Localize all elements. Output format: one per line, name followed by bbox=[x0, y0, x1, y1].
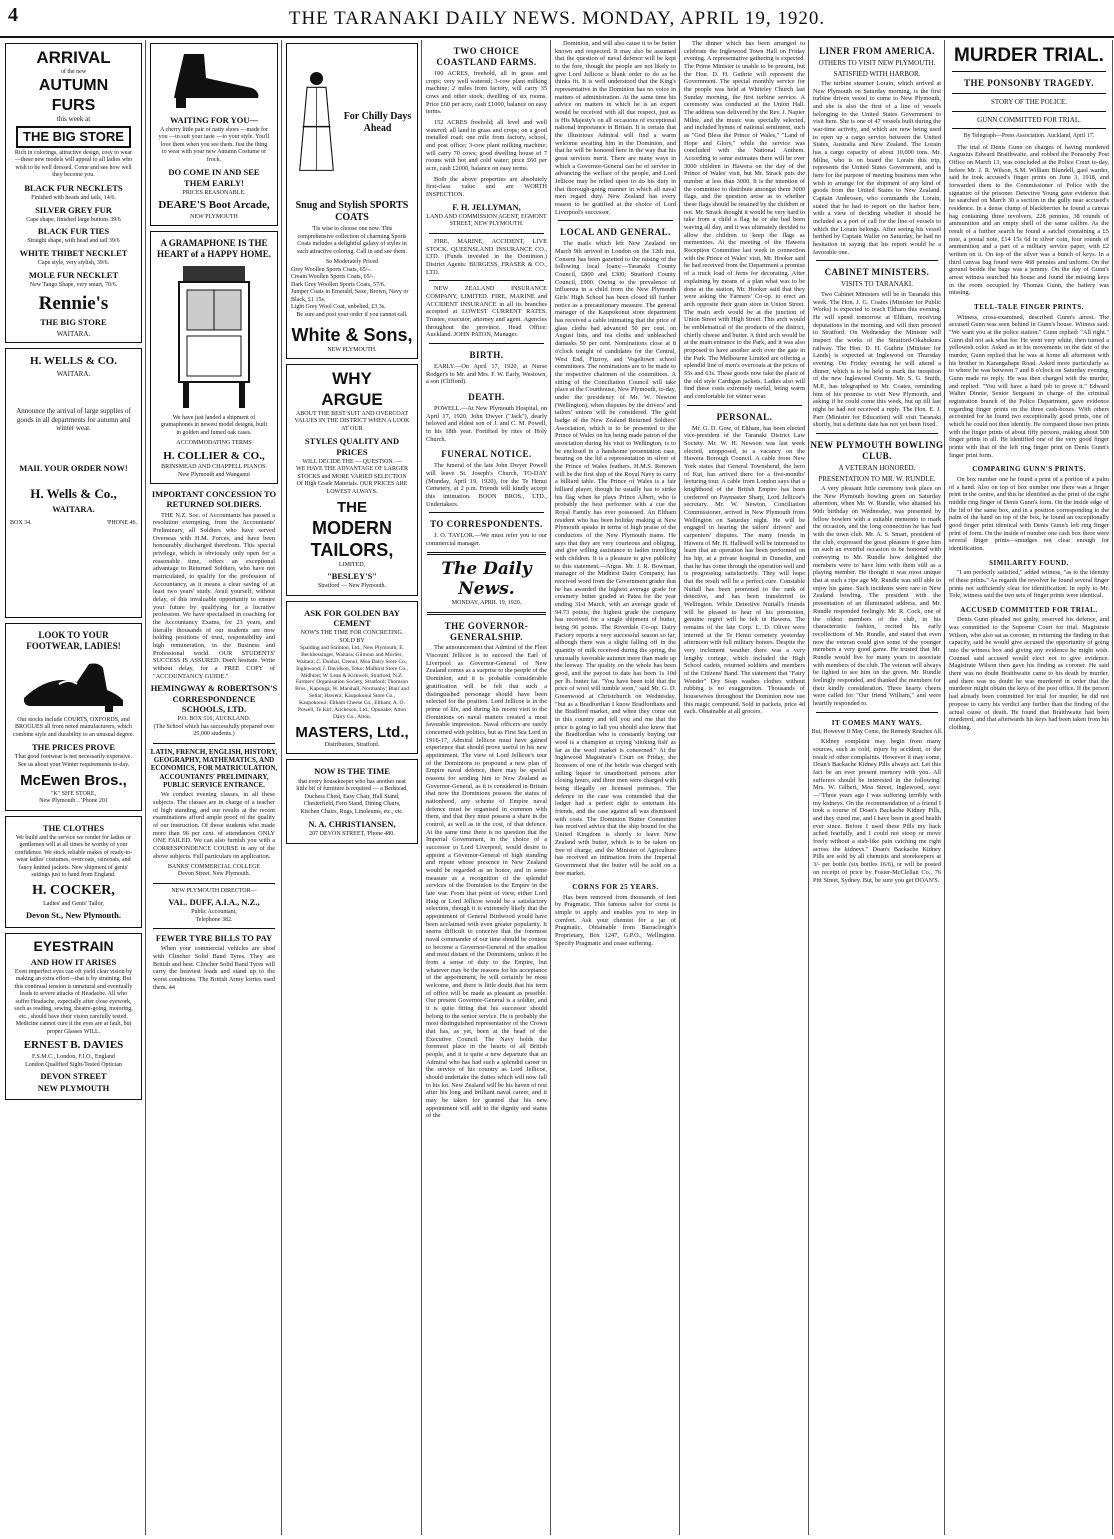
deare-ad bbox=[150, 43, 278, 226]
murder-body2: Witness, cross-examined, described Gunn's arrest. The accused Gunn was seen behind in Gunn's house. Witness said: "We want you at the police station." Gunn replied: "All right." Gunn did not ask what for. He went very white, then turned a yellowish color. Asked as to his movements on the date of the murder, Gunn replied that he was at home all afternoon with his brother in Karangahape Road. Asked more particularly as to where he was between 7 and 8 o'clock on Saturday evening, Gunn made no reply. He was then charged with the murder, and replied: "You will have a hard job to prove it." Edward Walter Dinnie, Senior Sergeant in charge of the criminal registration branch of the Police Department, gave evidence regarding finger prints on the three cash-boxes. With others accounted for he found two exceptionally good prints, one of which he could not then identify. He compared those two prints with the finger prints of about fifty persons, making about 500 finger prints in all. He identified one of the very good finger prints with that of the left ring finger print on Denis Gunn's finger print form. bbox=[949, 313, 1109, 459]
christiansen-addr: 207 DEVON STREET, 'Phone 480. bbox=[309, 831, 395, 838]
banks-body: We conduct evening classes, in all these subjects. The classes are in charge of a teacher of high standing, and our results at the recent examinations afford ample proof of the quality of our instruction. Of those students who made more than 96 per cent. of attendances ONLY ONE FAILED. We can also furnish you with a CORRESPONDENCE COURSE in any of the above subjects. Full particulars on application. bbox=[153, 791, 275, 860]
concession-addr: P.O. BOX 516, AUCKLAND. bbox=[177, 716, 251, 722]
duff-name: VAL. DUFF, A.I.A., N.Z., bbox=[168, 897, 260, 907]
cocker-ad bbox=[5, 816, 142, 928]
concession-heading: IMPORTANT CONCESSION TO RETURNED SOLDIERS. bbox=[151, 489, 277, 510]
jellyman-name: F. H. JELLYMAN, bbox=[452, 201, 521, 212]
duff-ad bbox=[150, 888, 278, 925]
arrival-furs: FURS bbox=[51, 96, 96, 114]
christiansen-ad bbox=[286, 759, 418, 843]
wells-body: Announce the arrival of large supplies of goods in all departments for autumn and winter wear. bbox=[16, 406, 131, 433]
deare-prices: PRICES REASONABLE. bbox=[182, 189, 246, 196]
mcewen-heading: LOOK TO YOUR FOOTWEAR, LADIES! bbox=[26, 630, 121, 652]
eyestrain-body: Even imperfect eyes can oft yield clear vision by making an extra effort—that is by straining. But this continual tension is unnatural and eventually leads to severe attacks of Headache. All who suffer Headache, especially after close eyework, such as reading, sewing, theatre-going, motoring, etc., should have their vision carefully tested. Medicine cannot cure it the eyes are at fault, but proper Glasses WILL. bbox=[14, 968, 133, 1035]
doans-sub: But, However It May Come, the Remedy Reaches All. bbox=[811, 729, 943, 736]
fur-item-name: WHITE THIBET NECKLET bbox=[19, 247, 128, 258]
editorial-body: The announcement that Admiral of the Fleet Viscount Jellicoe is to succeed the Earl of Liverpool as Governor-General of New Zealand comes as a surprise to the people of the Dominion, and it is probable considerable gratification will be felt that such a distinguished personage should have been selected for the position. Lord Jellicoe is in the prime of life, and during his recent visit to the Dominions on naval matters created a most favorable impression. Naval officers are rarely concerned with politics, but as First Sea Lord in 1916-17, Admiral Jellicoe must have gained experience that should prove useful in his new appointment. The view of Lord Jellicoe's tour of the Dominions to propound a new plan of Empire naval defence, there may be special reasons for sending him to New Zealand as Governor-General, as it is considered in Britain that now the Dominions possess the status of nationhood, any scheme of Empire naval defence must be organised in common with them, and that they must possess a share in the control, as well as in the cost, of that defence. At the same time there is no question that the Imperial Government, in the choice of a successor to Lord Liverpool, would desire to appoint a Governor-General of high standing and repute whose presence in New Zealand would be regarded as an honor, and in some measure as a recognition of the splendid services of the Dominion to the Empire in the late war. From that point of view, either Lord Haig or Lord Jellicoe would be a satisfactory selection, though it is extremely likely that the appointment of General Birdwood would have been acclaimed with even greater popularity. It seems difficult to conceive that the foremost naval commander of our time should be content to become a Governor-General of the smallest and most distant of the Dominions, unless it be from a sense of duty to the Empire, but whatever may be the reasons for his acceptance of the appointment, he will certainly be most welcome, and there is little doubt that his term of office will be made as pleasant as possible. Our present Governor-General is a soldier, and it is quite fitting that his successor should belong to the senior service. He is probably the most distinguished representative of the Crown that has, as yet, been at the head of the Executive Council. The Navy holds the foremost place in the hearts of all British people, and it is quite a new departure that an Admiral who has had such a splendid career in the service of his country as Lord Jellicoe, should undertake the duties which will now fall to his lot. New Zealand will be his haven of rest after his long and brilliant naval career, and it may be taken for granted that his new appointment will add to the dignity and status of the bbox=[426, 644, 547, 1120]
murder-body3: On box number one he found a print of a portion of a palm of a hand. Also on top of box number one there was a finger print in the centre, and this he identified as the print of the right middle ring finger of Denis Gunn's form. On the inside edge of the lid of the same box, and in a position corresponding to the palm of the hand on top of the box, he found an exceptionally good finger print identical with Denis Gunn's left ring finger print of form. On the inside of number one cash box there were several finger prints—smudges not clear enough for identification. bbox=[949, 475, 1109, 553]
whitesons-priced: So Moderately Priced bbox=[325, 259, 379, 265]
argue-ltd: LIMITED, bbox=[338, 561, 366, 568]
christiansen-name: N. A. CHRISTIANSEN, bbox=[308, 819, 396, 830]
besleys-ad bbox=[286, 364, 418, 595]
cocker-body: We build and the service we render for ladies or gentlemen will at all times be worthy of your confidence. We stock reliable makes of ready-to-wear ladies' costumes, overcoats, raincoats, and fancy knitted jackets. New shipment of gents' suitings just to hand from England. bbox=[14, 834, 133, 879]
davies-ad bbox=[5, 933, 142, 1101]
collier-body: We have just landed a shipment of gramaphones in newest model designs, built in golden and fumed oak cases. bbox=[160, 414, 268, 436]
coat-item: Grey Woollen Sports Coats, 65/-. bbox=[291, 266, 371, 273]
column-5 bbox=[552, 40, 680, 1535]
column-6 bbox=[681, 40, 809, 1535]
correspondents-heading: TO CORRESPONDENTS. bbox=[430, 519, 543, 530]
editorial-heading: THE GOVERNOR-GENERALSHIP. bbox=[444, 620, 529, 642]
nz-insurance: NEW ZEALAND INSURANCE COMPANY, LIMITED. FIRE, MARINE and ACCIDENT INSURANCE in all its branches accepted at LOWEST CURRENT RATES. Trustee, executor, attorney and agent. Agencies throughout the province. Head Office: Auckland. JOHN PATON, Manager. bbox=[426, 285, 547, 339]
concession-ad bbox=[150, 489, 278, 738]
whitesons-body: 'Tis wise to choose one now. This comprehensive collection of charming Sports Coats includes a delightful galaxy of styles in such attractive coloring. Call in and see them. bbox=[297, 226, 407, 255]
davies-town: NEW PLYMOUTH bbox=[37, 1083, 110, 1094]
golden-sold: SOLD BY bbox=[339, 637, 365, 644]
funeral-notice: The funeral of the late John Dwyer Powell will leave St. Joseph's Church, TO-DAY (Monday, April 19, 1920), for the Te Henui Cemetery, at 2 p.m. Friends will kindly accept this intimation. BOON BROS., LTD., Undertakers. bbox=[426, 462, 547, 508]
banks-name: BANKS' COMMERCIAL COLLEGE bbox=[167, 863, 261, 870]
mcewen-addr: "K" SH'E STORE, bbox=[50, 790, 97, 797]
golden-sub: NOW'S THE TIME FOR CONCRETING. bbox=[300, 630, 404, 637]
deare-body: A cherry little pair of natty shoes —made for you —to suit your taste —to your style. You'll love them when you see them. Just the thing to wear with your new Autumn Costume or frock. bbox=[158, 126, 270, 163]
column-8 bbox=[946, 40, 1113, 1535]
tyre-body: When your commercial vehicles are shod with Clincher Solid Band Tyres. They are British and best. Clincher Solid Band Tyres will carry the heaviest loads and stand up to the worst conditions. The British Army lorries used them. 44 bbox=[153, 945, 275, 991]
argue-styles: STYLES QUALITY AND PRICES bbox=[304, 436, 400, 457]
concession-note: (The School which has successfully prepared over 25,000 students.) bbox=[153, 723, 275, 737]
coat-item: Dark Grey Woollen Sports Coats, 57/6. bbox=[291, 281, 386, 288]
argue-tailors: TAILORS, bbox=[310, 539, 394, 560]
concession-name: HEMINGWAY & ROBERTSON'S CORRESPONDENCE SCHOOLS, LTD. bbox=[150, 683, 278, 714]
rennies-logo: Rennie's bbox=[38, 293, 109, 315]
murder-body1: The trial of Denis Gunn on charges of having murdered Augustus Edward Braithwaite, and robbed the Ponsonby Post Office on March 13, was concluded at the Police Court to-day, before Mr. J. R. Wilson, S.M. William Blundell, gaol warder, said he took accused's finger prints on June 3, 1918, and forwarded them to the Commissioner of Police with the signature of the prisoner. Detective Young gave evidence that he searched on March 30 a section in the gully near accused's residence. In a dense clump of blackberries he found a canvas bag containing three revolvers, 228 pennies, 38 rounds of ammunition and an empty shell of the same calibre. As the result of a further search he found a satchel containing a £5 note, a postal note, £14 15s 6d in silver coin, four rounds of ammunition and a part of a military service paper, with £2 written on it. On top of the silver was a bunch of keys. In a third canvas bag found were 468 pennies and unform. On the ground beside the bags was a jemmy. On the day of Gunn's arrest witness searched his house and found the missing keys in the room occupied by Thomas Gunn, the battery was missing. bbox=[949, 143, 1109, 297]
jellyman-sub: LAND AND COMMISSION AGENT, EGMONT STREET, NEW PLYMOUTH. bbox=[426, 213, 547, 228]
mcewen-prices: THE PRICES PROVE bbox=[31, 742, 116, 753]
wells-name-large: H. Wells & Co., bbox=[30, 486, 117, 502]
funeral-heading: FUNERAL NOTICE. bbox=[441, 449, 532, 460]
collier-town: New Plymouth and Wanganui bbox=[178, 471, 250, 478]
duff-phone: Telephone 382. bbox=[195, 916, 233, 923]
personal-body: Mr. G. D. Gow, of Eltham, has been elected vice-president of the Taranaki District Law Society. Mr. W. H. Newson was last week elected, unopposed, to a vacancy on the Hawera Borough Council. A cable from New York states that General Townshend, the hero of Kut, has arrived there for a five-months' lecturing tour. A cable from London says that a knighthood of the British Empire has been conferred on Paymaster Sharp, Lord Jellicoe's secretary. Mr. W. Newton, Conciliation Commissioner, arrived in New Plymouth from Wellington on Saturday night. He will be engaged in hearing the tailors' drivers' and carpenters' disputes. The many friends in Hawera of Mr. H. Halliwell will be interested to learn that an operation has been performed on his hip, at a private hospital in Dunedin, and that he has come through the operation well and is progressing satisfactorily. They will hope that the result will be a perfect cure. Constable Nuttall has been promoted to the rank of detective, and has been transferred to Wellington. While Detective Nuttall's friends will be pleased to hear of his promotion, genuine regret will be felt in Hawera. The remains of the late Corp. L. D. Oliver were interred at the Te Henui cemetery yesterday afternoon with full military honors. Despite the very inclement weather there was a very lengthy cortege, which included the High School cadets, returned soldiers and members of the Citizens' Band. The statement that "Fairy Wonder" Dry Soap washes clothes without rubbing is no exaggeration. Thousands of housewives throughout the Dominion now use this magic compound. Sold in packets, price 4d each. Obtainable at all grocers. bbox=[684, 424, 806, 716]
personal-heading: PERSONAL. bbox=[716, 411, 773, 422]
bowling-sub: A VETERAN HONORED. bbox=[838, 464, 916, 473]
column-1 bbox=[2, 40, 146, 1535]
arrival-sub: of the new bbox=[60, 68, 87, 75]
similarity-heading: SIMILARITY FOUND. bbox=[989, 558, 1069, 567]
banks-ad bbox=[150, 748, 278, 879]
big-store-logo: THE BIG STORE bbox=[16, 126, 131, 148]
collier-terms: ACCOMMODATING TERMS bbox=[176, 440, 252, 447]
collier-name: H. COLLIER & CO., bbox=[163, 449, 265, 462]
collier-ad bbox=[150, 231, 278, 484]
arrival-heading: ARRIVAL bbox=[36, 48, 111, 67]
liner-heading: LINER FROM AMERICA. bbox=[819, 46, 935, 56]
mcewen-ad bbox=[5, 623, 142, 810]
fur-item-desc: Finished with heads and tails, 14/6. bbox=[31, 195, 116, 202]
christiansen-heading: NOW IS THE TIME bbox=[314, 766, 390, 777]
masters-name: MASTERS, Ltd., bbox=[295, 723, 409, 741]
woman-in-coat-icon bbox=[291, 48, 342, 198]
column-2 bbox=[147, 40, 282, 1535]
death-notice: POWELL.—At New Plymouth Hospital, on April 17, 1920, John Dwyer ("Jack"), dearly beloved and eldest son of J. and C. M. Powell, in his 18th year. Fortified by rites of Holy Church. bbox=[426, 404, 547, 443]
tyre-ad bbox=[150, 933, 278, 991]
argue-heading: ARGUE bbox=[321, 390, 383, 410]
eyestrain-heading: EYESTRAIN bbox=[33, 937, 114, 954]
davies-addr: DEVON STREET bbox=[40, 1071, 107, 1082]
cabinet-heading: CABINET MINISTERS. bbox=[824, 267, 930, 278]
farms-note: Both the above properties are absolutely first-class value and are WORTH INSPECTION. bbox=[426, 175, 547, 199]
bowling-heading: NEW PLYMOUTH BOWLING CLUB. bbox=[810, 440, 944, 462]
corns-heading: CORNS FOR 25 YEARS. bbox=[572, 883, 659, 892]
cocker-heading: THE CLOTHES bbox=[42, 822, 105, 833]
fur-item-name: MOLE FUR NECKLET bbox=[28, 269, 119, 280]
shoe-icon bbox=[19, 654, 129, 714]
argue-besley: "BESLEY'S" bbox=[326, 571, 378, 581]
column-7 bbox=[810, 40, 945, 1535]
mcewen-body: Our stocks include COURTS, OXFORDS, and BROGUES all from noted manufacturers, which combine style and durability to an unusual degree. bbox=[13, 716, 134, 738]
cocker-sub: Ladies' and Gents' Tailor, bbox=[43, 900, 104, 907]
cabinet-body: Two Cabinet Ministers will be in Taranaki this week. The Hon. J. G. Coates (Minister for Public Works) is expected to reach Eltham this evening. He will spend tomorrow at Eltham, receiving deputations in the morning, and will then proceed to Stratford. On Wednesday the Minister will inspect the works of the Stratford-Okahukura railway. The Hon. D. H. Guthrie (Minister for Lands) is expected at Inglewood on Thursday evening. On Friday evening he will attend a dinner, which is to be held to mark the inception of the new Inglewood County. Mr. S. G. Smith, M.P., has telegraphed to Mr. Coates, reminding him of his promise to visit New Plymouth, and asking if he could come this week, but up till last night he had not received a reply. The Hon. E. J. Parr (Minister for Education) will visit Taranaki shortly, but a definite date has not yet been fixed. bbox=[813, 290, 941, 429]
shoe-icon bbox=[164, 48, 264, 110]
rennies-town: WAITARA. bbox=[56, 329, 91, 338]
wells-mail: MAIL YOUR ORDER NOW! bbox=[19, 463, 128, 474]
cocker-addr: Devon St., New Plymouth. bbox=[26, 910, 121, 921]
murder-trial-heading: MURDER TRIAL. bbox=[954, 45, 1104, 66]
golden-agents: Spalding and Stainton, Ltd., New Plymouth; E. Beckbessinger, Waitara; Gilmour and Morlier, Waitara; C. Dunbar, Urenui; Moa Dairy Store Co., Inglewood; J. Davidson, Toko; Midhirst Store Co., Midhirst; W. Lean & Kirkwell, Stratford; N.Z. Farmers' Organisation Society, Stratford; Thomson Bros., Kaponga; W. Marshall, Normanby; Blair and Sellar, Hawera; Kaupokonui Store Co., Kaupokonui; Eltham Cheese Co., Eltham; A. O. Powell, Te Kiri; Aitcheson, Ltd., Opunake; Alton Dairy Co., Alton. bbox=[295, 645, 409, 720]
golden-bay-ad bbox=[286, 601, 418, 755]
masters-sub: Distributors, Stratford. bbox=[324, 741, 380, 748]
farm-2: 152 ACRES freehold; all level and well watered; all land in grass and crops; on a good metalled road; one mile from factory, school, and post office; 3-cow plant milking machine; will carry 70 cows; good dwelling house of 7 rooms with hot and cold water; price £60 per acre, cash £2000, balance on easy terms. bbox=[426, 118, 547, 172]
whitesons-name: White & Sons, bbox=[291, 325, 413, 345]
column-4 bbox=[423, 40, 551, 1535]
rennies-fur-ad bbox=[5, 43, 142, 343]
liner-body: The turbine steamer Lorain, which arrived at New Plymouth on Saturday morning, is the first turbine driven vessel to come to New Plymouth, and she is also the first of a line of vessels belonging to the United States Government to visit here. She is one of 47 vessels built during the war-time activity, and which are now being used to open up a cargo service between the United States, Australia and New Zealand. The Lorain has a cargo capacity of about 10,000 tons. Mr. Milne, who is on board the Lorain this trip, represents the United States Government, and is here for the purpose of meeting business men who wish to arrange for the shipment of any kind of goods from the United States to New Zealand. Captain Ambrosen, who commands the Lorain, stated that he had to report on the harbor here, with a view of deciding whether it should be included as a port of call for the line of vessels to which the Lorain belongs. After seeing his vessel berthed by Captain Waller on Saturday, he had no hesitation in saying that his report would be a favorable one. bbox=[813, 80, 941, 256]
murder-body5: Denis Gunn pleaded not guilty, reserved his defence, and was committed to the Supreme Court for trial. Magistrate Wilson, who also sat as coroner, in returning the finding in that capacity, said he would give accused the opportunity of going into the witness box and giving any evidence he might wish. Counsel said accused would elect not to give evidence. Magistrate Wilson then gave his finding as coroner. He said there was no doubt Braithwaite came to his death by murder, and there was no doubt he was murdered in order that the murderer might obtain the keys of the post office. If the person had already been committed for trial for murder, he did not propose to carry his verdict any further than the finding of the actual cause of death. He found that Braithwaite had been murdered, and that afterwards his keys had been taken from his clothing. bbox=[949, 616, 1109, 731]
local-general-continued: The dinner which has been arranged to celebrate the Inglewood Town Hall on Friday evening. A representative gathering is expected. The Prime Minister is unable to be present, but the Hon. D. H. Guthrie will represent the Government. The special monthly service for the people was held at Whiteley Church last Sunday morning, the first turbine service. A ceremony was conducted at the Union Hall. The address was delivered by the Rev. J. Napier Milne, and the music was specially selected, and included hymns of national sentiment, such as "God Bless the Prince of Wales," "Land of Hope and Glory," while the service was concluded with the National Anthem. According to some estimates there will be over 3000 children in Hawera on the day of the Prince of Wales' visit, but Mr. Strack puts the number at less than 3000. It is the intention of the committee to distribute amongst them 3000 flags, and the question arose as to whether these flags should be retained by the children or not. Mr. Strack thought it would be very hard to take from a child a flag he or she had been waving all day, and it was ultimately decided to allow the children to keep the flags as mementoes. At the meeting of the Hawera Reception Committee last week in connection with the Prince of Wales' visit, Mr. Hooker said he had received from the Department a promise of a truck load of ferns for decorating. After explaining by means of a plan what was to be done at the station, Mr. Hooker said that they were asking the Farmers' Co-op. to erect an arch opposite their grain store in Union Street. The main arch would be at the junction of Union Street with High Street. This arch would be emblematical of the products of the district, chiefly cheese and butter. A third arch would be at the main entrance to the Park, and it was also proposed to have another arch over the gate in the Park. The Melbourne Limited are offering a splendid line of men's overcoats at the prices of 55s and 63s. These goods now take the place of the old style Cardigan jackets. Ladies also will find these costs extremely useful, being warm and comfortable for winter wear. bbox=[684, 40, 805, 400]
finger-prints-heading: TELL-TALE FINGER PRINTS. bbox=[974, 303, 1084, 312]
coat-item: Cream Woollen Sports Coats, 65/-. bbox=[291, 274, 375, 280]
comparing-prints-heading: COMPARING GUNN'S PRINTS. bbox=[972, 465, 1086, 474]
fur-item-name: SILVER GREY FUR bbox=[35, 204, 112, 215]
fur-item bbox=[10, 270, 137, 290]
rennies-sub: THE BIG STORE bbox=[40, 317, 107, 328]
argue-body2: WE HAVE THE ADVANTAGE OF LARGER STOCKS and MORE VARIED SELECTION Of High Grade Materials. OUR PRICES ARE LOWEST ALWAYS. bbox=[295, 466, 409, 495]
whitesons-note: Be sure and post your order if you cannot call. bbox=[296, 311, 408, 318]
collier-heading: A GRAMAPHONE IS THE HEART of a HAPPY HOME. bbox=[157, 238, 271, 260]
page-number: 4 bbox=[8, 4, 18, 26]
wells-phone: 'PHONE 46. bbox=[106, 520, 137, 527]
editorial-date: MONDAY, APRIL 19, 1920. bbox=[451, 600, 522, 607]
davies-name: ERNEST B. DAVIES bbox=[23, 1039, 124, 1052]
wells-box: BOX 34. bbox=[10, 520, 32, 527]
fur-item bbox=[10, 205, 137, 225]
whitesons-town: NEW PLYMOUTH. bbox=[327, 346, 377, 353]
coat-item: Jumper Coats in Emerald, Saxe, Brown, Navy or Black, £1 15s. bbox=[291, 289, 409, 303]
davies-qual: London Qualified Sight-Tested Optician bbox=[25, 1061, 122, 1068]
column-3 bbox=[283, 40, 422, 1535]
birth-notice: EARLY.—On April 17, 1920, at Nurse Rodger's to Mr. and Mrs. F. W. Early, Westown, a son (Clifford). bbox=[426, 362, 547, 386]
fur-item-name: BLACK FUR NECKLETS bbox=[24, 182, 123, 193]
daily-news-masthead: The Daily News. bbox=[441, 558, 532, 600]
golden-heading: ASK FOR GOLDEN BAY CEMENT bbox=[304, 607, 400, 628]
farm-1: 100 ACRES, freehold, all in grass and crops; very well watered; 3-cow plant milking machine; 2 miles from factory, will carry 35 cows and other stock; dwelling of six rooms. Price £60 per acre, cash £1000, balance on easy terms. bbox=[426, 69, 547, 116]
fur-item bbox=[10, 226, 137, 246]
bowling-sub2: PRESENTATION TO MR. W. RUNDLE. bbox=[818, 474, 936, 483]
whitesons-tag: For Chilly Days Ahead bbox=[343, 111, 412, 134]
fur-item-desc: Straight shape, with head and tail 39/6 bbox=[27, 238, 120, 245]
deare-heading: WAITING FOR YOU— bbox=[170, 114, 258, 125]
wells-ad bbox=[5, 348, 142, 618]
collier-sub: BRINSMEAD AND CHAPPELL PIANOS. bbox=[161, 464, 267, 471]
banks-addr: Devon Street. New Plymouth. bbox=[177, 871, 251, 877]
newspaper-title: THE TARANAKI DAILY NEWS. MONDAY, APRIL 19, 1920. bbox=[288, 8, 826, 29]
liner-sub: OTHERS TO VISIT NEW PLYMOUTH. bbox=[818, 58, 936, 67]
argue-why: WHY bbox=[332, 369, 372, 389]
argue-decide: WILL DECIDE THE — QUESTION. — bbox=[302, 458, 402, 465]
deare-town: NEW PLYMOUTH bbox=[190, 213, 238, 220]
fur-item-desc: New Tango Shape, very smart, 70/6. bbox=[29, 281, 118, 288]
christiansen-body: that every housekeeper who has another neat little bit of furniture is required — a Bedstead, Duchess Chest, Easy Chair, Hall Stand, Chesterfield, Fern Stand, Dining Chairs, Kitchen Chairs, Rugs, Linoleums, etc., etc. bbox=[296, 778, 408, 815]
wells-name: H. WELLS & CO. bbox=[30, 355, 117, 368]
local-general-heading: LOCAL AND GENERAL. bbox=[560, 227, 671, 238]
liner-sub2: SATISFIED WITH HARBOR. bbox=[833, 69, 921, 78]
eyestrain-sub: AND HOW IT ARISES bbox=[30, 956, 117, 967]
argue-town: Stratford — New Plymouth. bbox=[318, 583, 386, 590]
murder-body4: "I am perfectly satisfied," added witness, "as to the identity of these prints." As regards the revolver he found several finger prints not sufficiently clear for identification. In reply to Mr. Tole, witness said the two sets of finger prints were identical. bbox=[949, 569, 1109, 600]
wells-town-large: WAITARA. bbox=[52, 504, 95, 515]
argue-the: THE bbox=[337, 499, 367, 517]
duff-sub: Public Accountant, bbox=[191, 909, 237, 916]
mcewen-addr2: New Plymouth .. 'Phone 201 bbox=[39, 798, 108, 805]
argue-body: ABOUT THE BEST SUIT AND OVERCOAT VALUES IN THE DISTRICT WHEN A LOOK AT OUR bbox=[294, 410, 410, 432]
fur-item bbox=[10, 183, 137, 203]
doans-heading: IT COMES MANY WAYS. bbox=[831, 718, 923, 727]
bowling-body: A very pleasant little ceremony took place on the New Plymouth bowling green on Saturday afternoon, when Mr. W. Rundle, who attained his 90th birthday on Wednesday, was presented by fellow bowlers with a suitable memento to mark the occasion, and the long connection he has had with the town club. Mr. A. S. Smart, president of the club, expressed the great pleasure it gave him on such an eventful occasion to be honored with conveying to Mr. Rundle how delighted the members were to have him with them still as a playing member. He thought it was most unique that at such a ripe age Mr. Rundle was still able to enjoy his game. Such incidents were rare in New Zealand bowling. The president with the presentation of an illuminated address, and Mr. Rundle responded feelingly. Mr. R. Cock, one of the oldest members of the club, in his characteristic fashion, recited his early recollections of Mr. Rundle, and stated that even now the veteran could give some of the younger members a very good game. He trusted that Mr. Rundle would live for many years to associate with members of the club. The veteran will always be lighted to see him on the green. Mr. Rundle feelingly responded, and thanked the members for their kindly consideration. Three hearty cheers were called for "Our friend William," and were heartily responded to. bbox=[813, 485, 941, 707]
duff-heading: NEW PLYMOUTH DIRECTOR— bbox=[171, 887, 257, 894]
fur-item-desc: Cape shape, finished large buttons 39/6 bbox=[26, 216, 121, 223]
arrival-autumn: AUTUMN bbox=[38, 77, 109, 95]
murder-sub3: GUNN COMMITTED FOR TRIAL. bbox=[977, 115, 1081, 124]
tyre-heading: FEWER TYRE BILLS TO PAY bbox=[155, 933, 273, 944]
mcewen-body2: That good footwear is not necessarily expensive. See us about your Winter requirements to-day. bbox=[14, 754, 133, 768]
cabinet-sub: VISITS TO TARANAKI. bbox=[841, 280, 913, 289]
fur-item bbox=[10, 248, 137, 268]
fur-item-desc: Cape style, very stylish, 39/6. bbox=[37, 260, 110, 267]
queensland-insurance: FIRE, MARINE, ACCIDENT, LIVE STOCK. QUEENSLAND INSURANCE CO., LTD. (Funds invested in the Dominion.) District Agents: BURGESS, FRASER & CO., LTD. bbox=[426, 237, 547, 276]
gramophone-icon bbox=[169, 262, 259, 412]
wells-town: WAITARA. bbox=[56, 370, 91, 379]
murder-sub: THE PONSONBY TRAGEDY. bbox=[964, 78, 1094, 89]
concession-body: THE N.Z. Soc. of Accountants has passed a resolution exempting, from the Accountants' Preliminary, all Soldiers who have served Overseas with H.M. Forces, and have been honourably discharged therefrom. This special privilege, which is obviously only open for a reasonable time, offers an exceptional advantage to Returned Soldiers, who have not matriculated, to qualify for the profession of Accountancy, as it means a clear saving of at least two years' study. Avail yourself, without delay, of this invaluable opportunity to ensure your future by qualifying for a lucrative profession. We have specialised in coaching for the Accountancy Exams, for 23 years, and literally thousands of our students are now holding positions of trust, responsibility and high remuneration, in the Business and Professional world. OUR STUDENTS' SUCCESS IS ASSURED. Don't hesitate. Write without delay, for a FREE COPY of "ACCOUNTANCY GUIDE." bbox=[153, 511, 275, 680]
doans-body: Kidney complaint may begin from many sources, such as cold, injury by accident, or the result of other complaints. However it may come, Doan's Backache Kidney Pills always act. Let this fact be an ever present memory with you. All sufferers should be interested in the following: Mrs. W. Gilbert, Moa Street, Inglewood, says:—"Three years ago I was suffering terribly with my kidneys. On the recommendation of a friend I took a course of Doan's Backache Kidney Pills, and they cured me, and I have been in good health ever since. Before I used these Pills my back ached fearfully, and I could not stoop or move freely without a stab-like pain catching me right across the kidneys." Doan's Backache Kidney Pills are sold by all chemists and storekeepers at 3/- per bottle (six bottles 16/6), or will be posted on receipt of price by Foster-McClellan Co., 76 Pitt Street, Sydney. But, be sure you get DOAN'S. bbox=[813, 738, 941, 884]
arrival-this-week: this week at bbox=[56, 115, 91, 124]
mcewen-name: McEwen Bros., bbox=[20, 772, 127, 790]
arrival-body: Rich in colorings, attractive design, cosy to wear—these new models will appeal to all ladies who wish to be well dressed. Come and see how well they become you. bbox=[14, 149, 133, 179]
deare-name: DEARE'S Boot Arcade, bbox=[158, 199, 270, 212]
banks-heading: LATIN, FRENCH, ENGLISH, HISTORY, GEOGRAPHY, MATHEMATICS, AND ECONOMICS, FOR MATRICULATION, ACCOUNTANTS' PRELIMINARY, PUBLIC SERVICE ENTRANCE. bbox=[150, 747, 278, 790]
farms-heading: TWO CHOICE COASTLAND FARMS. bbox=[436, 46, 537, 67]
whitesons-heading: Snug and Stylish SPORTS COATS bbox=[295, 200, 409, 223]
murder-sub2: STORY OF THE POLICE. bbox=[990, 98, 1068, 107]
murder-dateline: By Telegraph—Press Association. Auckland, April 17. bbox=[963, 133, 1095, 140]
masthead bbox=[0, 0, 1114, 38]
corns-body: Has been removed from thousands of feet by Pragmatic. This famous salve for corns is simple to apply and enables you to step in comfort. Ask your chemist for a jar of Pragmatic. Obtainable from Barraclough's Proprietary, Box 1247, G.P.O., Wellington. Specify Pragmatic and cease suffering. bbox=[555, 893, 676, 947]
committed-heading: ACCUSED COMMITTED FOR TRIAL. bbox=[960, 605, 1098, 614]
argue-modern: MODERN bbox=[312, 517, 392, 538]
correspondents-body: J. O. TAYLOR.—We must refer you to our commercial manager. bbox=[426, 532, 547, 547]
davies-cred: F.S.M.C., London, F.I.O., England bbox=[32, 1054, 115, 1061]
local-general-body: The mails which left New Zealand on March 9th arrived in London on the 12th inst. Consent has been gazetted to the raising of the following local loans:—Taranaki County Council, £800 and £300; Stratford County Council, £900. Owing to the prevalence of influenza in a child from the New Plymouth Girls' High School has been closed till further notice as a precautionary measure. The general manager of the Kaupokonui store department has received a cable intimating that the price of glass cloths had advanced 50 per cent. on August lists, and tea cloths and unbleached damasks 50 per cent. Nominations close at 8 o'clock tonight of candidates for the Central, West End, Fitzroy, and Vogeltown school committees. The nominations are to be made to the respective chairmen of the committees. A sitting of the Conciliation Council will take place at the Courthouse, New Plymouth, to-day, under the presidency of Mr. W. Newton (Wellington), when disputes by the drivers' and tailors' unions will be considered. The gold badge of the New Zealand Returned Soldiers' Association, which is to be presented to the Prince of Wales on his being made patron of the association during his visit to Wellington, is to be enclosed in a handsome presentation case, bearing on the lid a representation in silver of the Prince of Wales feathers. H.M.S. Renown will be the first ship of the Royal Navy to carry a billiard table. The Prince of Wales is a fair billiard player, though he usually has to strike his flag when he plays Prince Albert, who is probably the best performer with a cue the Royal Family has ever possessed. An Eltham resident who has been holiday making at New Plymouth speaks in terms of high praise of the conductors of the New Plymouth trams. He says that they are very courteous and obliging, and give willing assistance to ladies travelling with children. It is a pleasure to give publicity to this statement.—Argus. Mr. J. R. Bowman, manager of the Midhirst Dairy Company, has received word from the Government grader that he has awarded the highest average grade for creamery butter graded at Patea for the year ending 31st March, with an average grade of 94.73 points, the highest grade the company has received for a single shipment of butter, being 96 points. The Riverdale Co-op. Dairy Factory reports a very successful season so far, although there was a slight falling off in the quantity of milk received during the spring, the unusually favorable autumn more than made up the leeway. The quality on the whole has been good, and the payout to date has been 1s 10d per lb. butter fat. "You have been told that the price of wool will tumble soon," said Mr. G. D. Greenwood at Christchurch on Wednesday, "but as a Bradfordian I know Bradfordians and the Bradford market, and when they come out in this country and tell you and me that the price is going to fall you should also know that the Bradfordian who is constantly buying our wool is a champion at crying 'stinking fish' as far as the wool market is concerned." At the Inglewood Magistrate's Court on Friday, the licensees of one of the hotels was charged with selling liquor to unauthorised persons after closing hours, and three men were charged with being illegally on licensed premises. The defence in the case was contended that the lodger had a perfect right to entertain his friends, and the case against all was dismissed with costs. The Dominion Butter Committee has received advice that the ship bound for the United Kingdom is shortly to leave New Zealand with butter, which is to be taken on free of charge, and the Minister of Agriculture has received an intimation from the Imperial Government that the butter will be sold on a free market. bbox=[555, 240, 676, 877]
cocker-name: H. COCKER, bbox=[32, 882, 115, 898]
birth-heading: BIRTH. bbox=[469, 349, 504, 360]
coat-item: Light Grey Wool Coat, unbelted, £3 3s. bbox=[291, 304, 386, 310]
editorial-continued: Dominion, and will also cause it to be better known and respected. It may also be assumed that the question of naval defence will be kept to the fore, though the people are not likely to give Lord Jellicoe a blank order to do as he thinks fit. It is well understood that the King's representative in the Dominion has no voice in matters of administration. At the same time his advice on matters in which he is an expert would be received with all due respect, just as is His Majesty's on all occasions of exceptional national importance in Britain. It is certain that the illustrious Admiral will find a warm welcome awaiting him in the Dominion, and that he will be honored here in the way that his great services merit. There are many ways in which a Governor-General can be of service in advancing the welfare of the people, and Lord Jellicoe may be relied upon to do his duty in that thorough-going manner in which all naval men regard duty. New Zealand has every reason to be gratified at the choice of Lord Liverpool's successor. bbox=[555, 40, 676, 216]
fur-item-name: BLACK FUR TIES bbox=[37, 226, 110, 237]
death-heading: DEATH. bbox=[468, 391, 505, 402]
whitesons-ad bbox=[286, 43, 418, 359]
deare-come: DO COME IN AND SEE THEM EARLY! bbox=[168, 167, 260, 188]
